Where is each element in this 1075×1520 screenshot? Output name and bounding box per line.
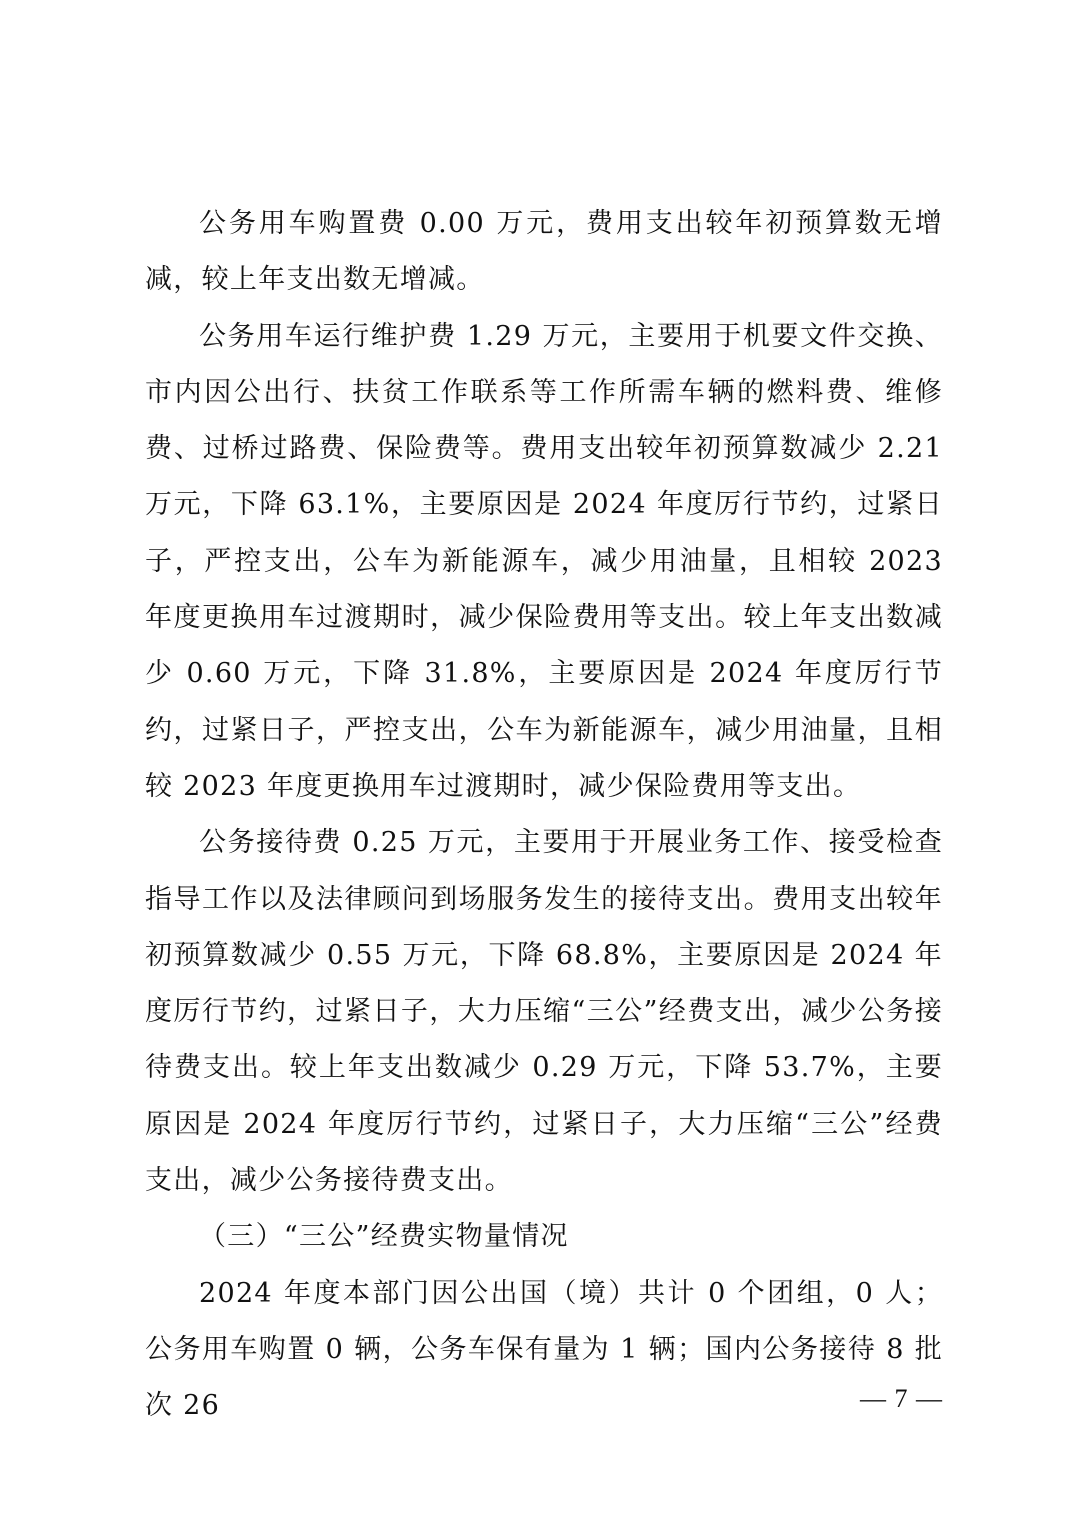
page-number: — 7 — xyxy=(860,1384,943,1413)
paragraph-reception-expense: 公务接待费 0.25 万元，主要用于开展业务工作、接受检查指导工作以及法律顾问到场服务发生的接待支出。费用支出较年初预算数减少 0.55 万元，下降 68.8%，主要原因是 2024 年度厉行节约，过紧日子，大力压缩“三公”经费支出，减少公务接待费支出。较上年支出数减少 0.29 万元，下降 53.7%，主要原因是 2024 年度厉行节约，过紧日子，大力压缩“三公”经费支出，减少公务接待费支出。 xyxy=(145,827,943,1197)
paragraph-vehicle-purchase: 公务用车购置费 0.00 万元，费用支出较年初预算数无增减，较上年支出数无增减。 xyxy=(145,208,943,296)
paragraph-physical-quantity: 2024 年度本部门因公出国（境）共计 0 个团组，0 人；公务用车购置 0 辆，公务车保有量为 1 辆；国内公务接待 8 批次 26 xyxy=(145,1277,943,1422)
paragraph-vehicle-maintenance: 公务用车运行维护费 1.29 万元，主要用于机要文件交换、市内因公出行、扶贫工作联系等工作所需车辆的燃料费、维修费、过桥过路费、保险费等。费用支出较年初预算数减少 2.21 万元，下降 63.1%，主要原因是 2024 年度厉行节约，过紧日子，严控支出，公车为新能源车，减少用油量，且相较 2023 年度更换用车过渡期时，减少保险费用等支出。较上年支出数减少 0.60 万元，下降 31.8%，主要原因是 2024 年度厉行节约，过紧日子，严控支出，公车为新能源车，减少用油量，且相较 2023 年度更换用车过渡期时，减少保险费用等支出。 xyxy=(145,320,943,802)
section-heading: （三）“三公”经费实物量情况 xyxy=(199,1221,569,1253)
document-body xyxy=(145,196,943,1435)
